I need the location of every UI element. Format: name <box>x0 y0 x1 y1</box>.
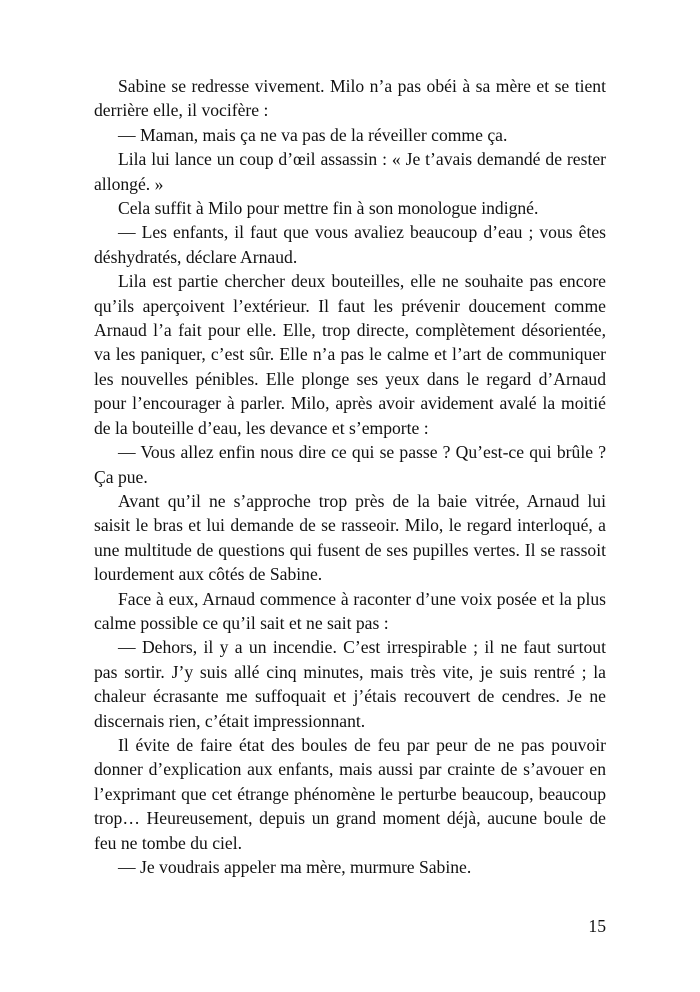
paragraph: — Dehors, il y a un incendie. C’est irrespirable ; il ne faut surtout pas sortir. J’y suis allé cinq minutes, mais très vite, je suis rentré ; la chaleur écrasante me suffoquait et j’étais recouvert de cendres. Je ne discernais rien, c’était impressionnant. <box>94 637 606 731</box>
page-body <box>94 74 606 879</box>
paragraph: — Maman, mais ça ne va pas de la réveiller comme ça. <box>118 124 508 145</box>
paragraph: Il évite de faire état des boules de feu par peur de ne pas pouvoir donner d’explication aux enfants, mais aussi par crainte de s’avouer en l’exprimant que cet étrange phénomène le perturbe beaucoup, beaucoup trop… Heureusement, depuis un grand moment déjà, aucune boule de feu ne tombe du ciel. <box>94 734 606 853</box>
paragraph: Cela suffit à Milo pour mettre fin à son monologue indigné. <box>118 198 539 219</box>
paragraph: Lila est partie chercher deux bouteilles, elle ne souhaite pas encore qu’ils aperçoivent l’extérieur. Il faut les prévenir doucement comme Arnaud l’a fait pour elle. Elle, trop directe, complètement désorientée, va les paniquer, c’est sûr. Elle n’a pas le calme et l’art de communiquer les nouvelles pénibles. Elle plonge ses yeux dans le regard d’Arnaud pour l’encourager à parler. Milo, après avoir avidement avalé la moitié de la bouteille d’eau, les devance et s’emporte : <box>94 271 606 438</box>
paragraph: Sabine se redresse vivement. Milo n’a pas obéi à sa mère et se tient derrière elle, il vocifère : <box>94 76 606 121</box>
paragraph: Lila lui lance un coup d’œil assassin : « Je t’avais demandé de rester allongé. » <box>94 149 606 194</box>
paragraph: — Les enfants, il faut que vous avaliez beaucoup d’eau ; vous êtes déshydratés, déclare Arnaud. <box>94 222 606 267</box>
page-number: 15 <box>588 916 606 936</box>
paragraph: — Vous allez enfin nous dire ce qui se passe ? Qu’est-ce qui brûle ? Ça pue. <box>94 442 606 487</box>
paragraph: — Je voudrais appeler ma mère, murmure Sabine. <box>118 857 472 877</box>
paragraph: Face à eux, Arnaud commence à raconter d’une voix posée et la plus calme possible ce qu’il sait et ne sait pas : <box>94 588 606 633</box>
paragraph: Avant qu’il ne s’approche trop près de la baie vitrée, Arnaud lui saisit le bras et lui demande de se rasseoir. Milo, le regard interloqué, a une multitude de questions qui fusent de ses pupilles vertes. Il se rassoit lourdement aux côtés de Sabine. <box>94 490 606 585</box>
